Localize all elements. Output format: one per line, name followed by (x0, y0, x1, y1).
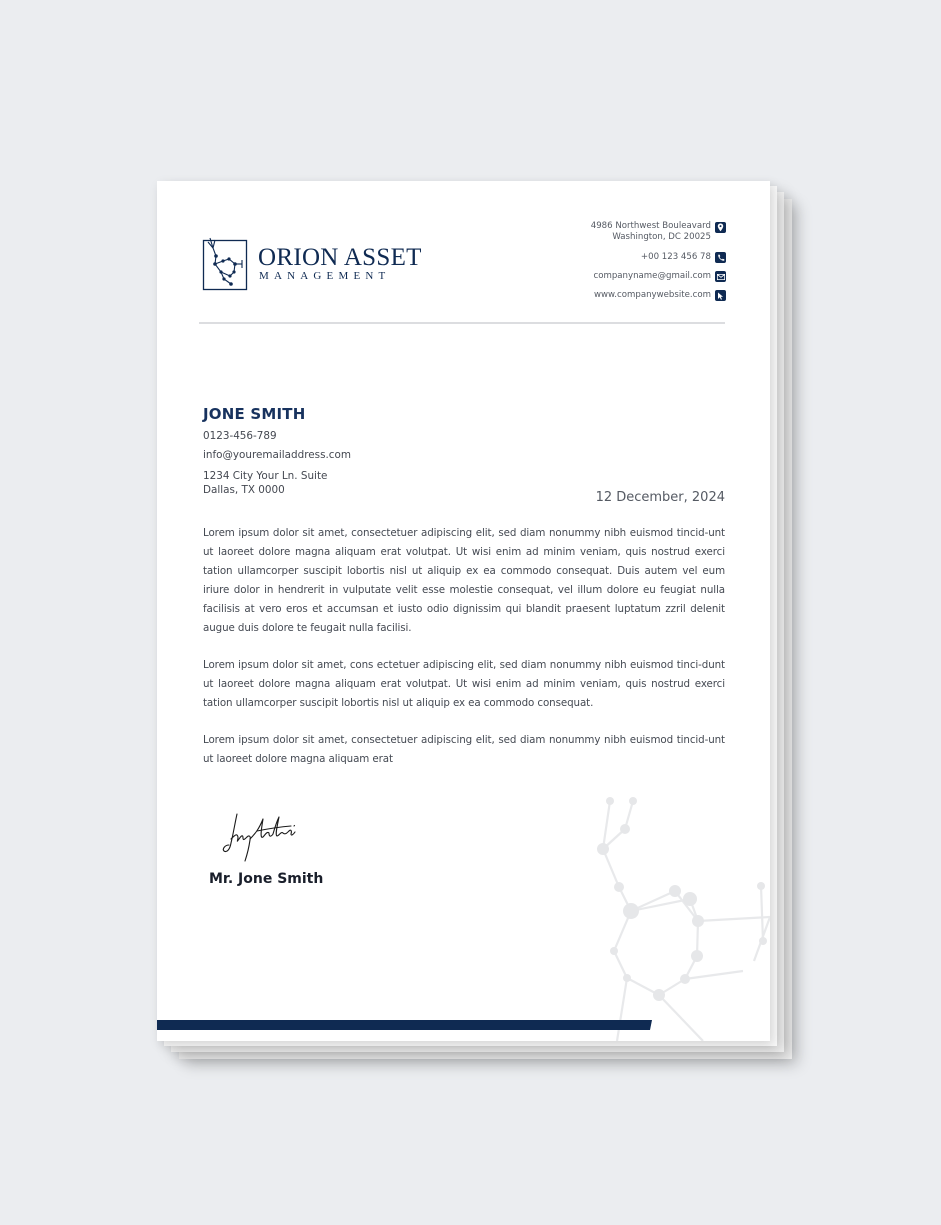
letterhead-page (157, 181, 770, 1041)
contact-phone: +00 123 456 78 (640, 252, 711, 262)
footer-accent-bar (157, 1019, 770, 1031)
body-paragraph: Lorem ipsum dolor sit amet, consectetuer adipiscing elit, sed diam nonummy nibh euismod tincid-unt ut laoreet dolore magna aliquam erat (203, 734, 725, 765)
contact-address-row (486, 221, 726, 243)
location-icon (715, 222, 726, 233)
body-paragraph: Lorem ipsum dolor sit amet, consectetuer adipiscing elit, sed diam nonummy nibh euismod tincid-unt ut laoreet dolore magna aliquam erat volutpat. Ut wisi enim ad minim veniam, quis nostrud exerci tation ullamcorper suscipit lobortis nisl ut aliquip ex ea commodo consequat. Duis autem vel eum iriure dolor in hendrerit in vulputate velit esse molestie consequat, vel illum dolore eu feugiat nulla facilisis at vero eros et accumsan et iusto odio dignissim qui blandit praesent luptatum zzril delenit augue duis dolore te feugait nulla facilisi. (203, 527, 725, 634)
address-line-1: 4986 Northwest Bouleavard (590, 221, 711, 231)
contact-phone-row (486, 252, 726, 263)
recipient-phone: 0123-456-789 (203, 430, 277, 442)
cursor-icon (715, 290, 726, 301)
constellation-logo-icon (202, 234, 252, 292)
address-line-2: Washington, DC 20025 (612, 232, 711, 242)
contact-website[interactable]: www.companywebsite.com (593, 290, 711, 300)
handwritten-signature (219, 809, 329, 869)
email-icon (715, 271, 726, 282)
contact-email-row (486, 271, 726, 282)
contact-address (591, 221, 711, 243)
recipient-block (203, 405, 351, 497)
contact-website-row (486, 290, 726, 301)
recipient-address-line-1: 1234 City Your Ln. Suite (203, 470, 328, 482)
recipient-address-line-2: Dallas, TX 0000 (203, 484, 285, 496)
letter-body (203, 524, 725, 787)
contact-email[interactable]: companyname@gmail.com (593, 271, 711, 281)
header-divider (199, 322, 725, 324)
letter-date: 12 December, 2024 (595, 490, 725, 505)
body-paragraph: Lorem ipsum dolor sit amet, cons ectetuer adipiscing elit, sed diam nonummy nibh euismod tinci-dunt ut laoreet dolore magna aliquam erat volutpat. Ut wisi enim ad minim veniam, quis nostrud exerci tation ullamcorper suscipit lobortis nisl ut aliquip ex ea commodo consequat. (203, 659, 725, 709)
recipient-name: JONE SMITH (203, 405, 306, 423)
company-subtitle: MANAGEMENT (259, 270, 391, 282)
signatory-name: Mr. Jone Smith (209, 871, 324, 887)
recipient-email: info@youremailaddress.com (203, 449, 351, 461)
contact-info (486, 221, 726, 301)
company-name: ORION ASSET (258, 244, 422, 271)
phone-icon (715, 252, 726, 263)
company-logo (202, 234, 432, 292)
